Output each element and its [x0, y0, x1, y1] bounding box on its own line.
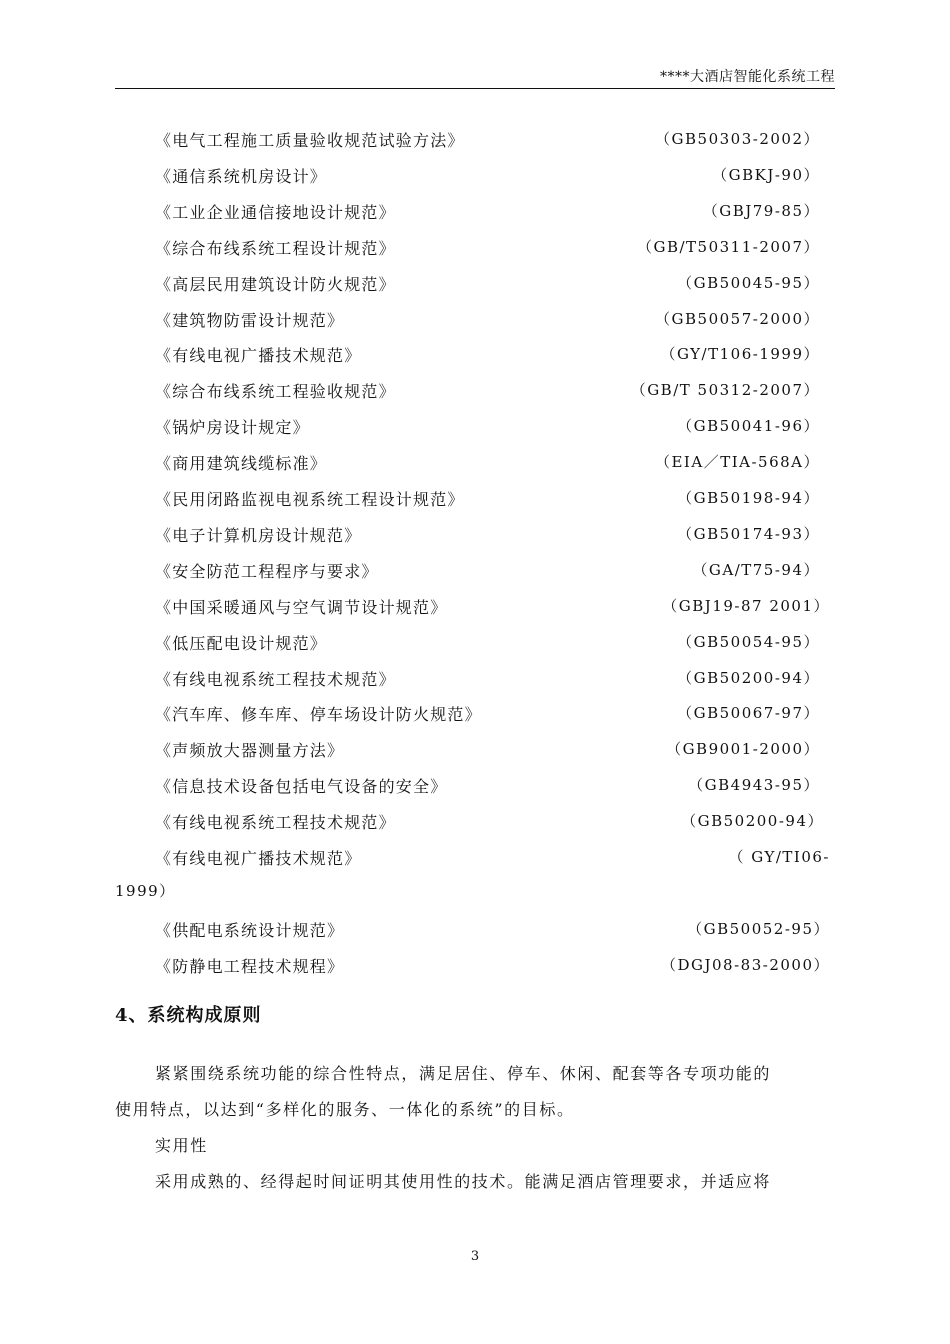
standard-code: （GB50045-95）: [677, 273, 820, 292]
standard-name: 《防静电工程技术规程》: [155, 956, 345, 976]
standard-row: [155, 810, 830, 834]
standard-name: 《有线电视广播技术规范》: [155, 849, 362, 868]
standard-code: （GB9001-2000）: [666, 740, 820, 759]
standard-code: （GB50052-95）: [687, 919, 830, 938]
standard-name: 《商用建筑线缆标准》: [155, 454, 328, 474]
standard-name: 《综合布线系统工程验收规范》: [155, 382, 396, 402]
standard-name: 《锅炉房设计规定》: [155, 418, 310, 438]
standard-code: （GB50067-97）: [677, 704, 820, 723]
standard-row: [155, 272, 830, 296]
standard-row: [155, 918, 830, 942]
standard-code: （GB50198-94）: [677, 489, 820, 507]
standard-code: （GB50041-96）: [677, 417, 820, 436]
standard-code: （GBKJ-90）: [712, 165, 820, 184]
standard-code: （GA/T75-94）: [692, 560, 820, 579]
standard-code: （GB/T 50312-2007）: [630, 381, 820, 400]
standard-name: 《信息技术设备包括电气设备的安全》: [155, 777, 448, 797]
standard-name: 《安全防范工程程序与要求》: [155, 561, 379, 581]
standard-name: 《声频放大器测量方法》: [155, 741, 345, 761]
standard-row: [155, 738, 830, 762]
standard-name: 《工业企业通信接地设计规范》: [155, 202, 396, 222]
standard-row: [155, 415, 830, 439]
standard-code-continuation: 1999）: [115, 882, 176, 900]
standard-code: （GB50200-94）: [677, 668, 820, 687]
paragraph-line: 紧紧围绕系统功能的综合性特点，满足居住、停车、休闲、配套等各专项功能的: [155, 1064, 772, 1083]
standard-name: 《通信系统机房设计》: [155, 166, 328, 186]
standard-name: 《有线电视广播技术规范》: [155, 346, 362, 366]
standard-name: 《综合布线系统工程设计规范》: [155, 238, 396, 258]
standard-code: （GY/T106-1999）: [660, 345, 820, 364]
standard-code: （GB50057-2000）: [655, 309, 820, 328]
standard-row: [155, 451, 830, 475]
standard-code: （DGJ08-83-2000）: [660, 955, 830, 974]
standard-name: 《供配电系统设计规范》: [155, 920, 345, 940]
standard-row: [155, 631, 830, 655]
standard-code: （EIA／TIA-568A）: [654, 453, 820, 472]
page-number: 3: [470, 1249, 480, 1264]
header-title: ****大酒店智能化系统工程: [660, 69, 835, 85]
standard-name: 《中国采暖通风与空气调节设计规范》: [155, 597, 448, 617]
standard-name: 《有线电视系统工程技术规范》: [155, 669, 396, 689]
standard-row: [155, 667, 830, 691]
standard-code: （GB/T50311-2007）: [636, 237, 820, 256]
standard-name: 《汽车库、修车库、停车场设计防火规范》: [155, 705, 482, 725]
page-header: [115, 66, 835, 89]
subheading: 实用性: [155, 1136, 208, 1155]
standard-row: [155, 846, 830, 870]
standard-code: （GB50174-93）: [677, 524, 820, 543]
standard-row: [155, 308, 830, 332]
standard-code: （GB50200-94）: [681, 812, 824, 831]
standard-name: 《民用闭路监视电视系统工程设计规范》: [155, 490, 465, 509]
paragraph-line: 采用成熟的、经得起时间证明其使用性的技术。能满足酒店管理要求，并适应将: [155, 1172, 772, 1191]
standard-name: 《高层民用建筑设计防火规范》: [155, 274, 396, 294]
standard-code: （GBJ19-87 2001）: [662, 596, 830, 615]
standard-name: 《电子计算机房设计规范》: [155, 525, 362, 545]
standard-row: [155, 774, 830, 798]
standard-row: [155, 595, 830, 619]
standard-row: [155, 200, 830, 224]
standard-code: （GBJ79-85）: [702, 201, 820, 220]
standard-row: [155, 343, 830, 367]
standard-code: （GB50054-95）: [677, 632, 820, 651]
standard-code: （GB50303-2002）: [655, 130, 820, 148]
standard-row: [155, 164, 830, 188]
standard-row: [155, 559, 830, 583]
standard-code: （ GY/TI06-: [728, 848, 830, 866]
standard-row: [155, 702, 830, 726]
standard-row: [155, 954, 830, 978]
standard-name: 《有线电视系统工程技术规范》: [155, 813, 396, 833]
standard-row: [155, 379, 830, 403]
standard-row: [155, 487, 830, 511]
standard-row: [155, 128, 830, 152]
standard-name: 《低压配电设计规范》: [155, 633, 328, 653]
standard-name: 《建筑物防雷设计规范》: [155, 310, 345, 330]
section-heading: 4、系统构成原则: [115, 1005, 262, 1026]
standard-row: [155, 236, 830, 260]
standard-row: [155, 523, 830, 547]
standard-name: 《电气工程施工质量验收规范试验方法》: [155, 131, 465, 150]
standard-code: （GB4943-95）: [688, 776, 820, 795]
paragraph-line: 使用特点，以达到“多样化的服务、一体化的系统”的目标。: [115, 1100, 575, 1119]
